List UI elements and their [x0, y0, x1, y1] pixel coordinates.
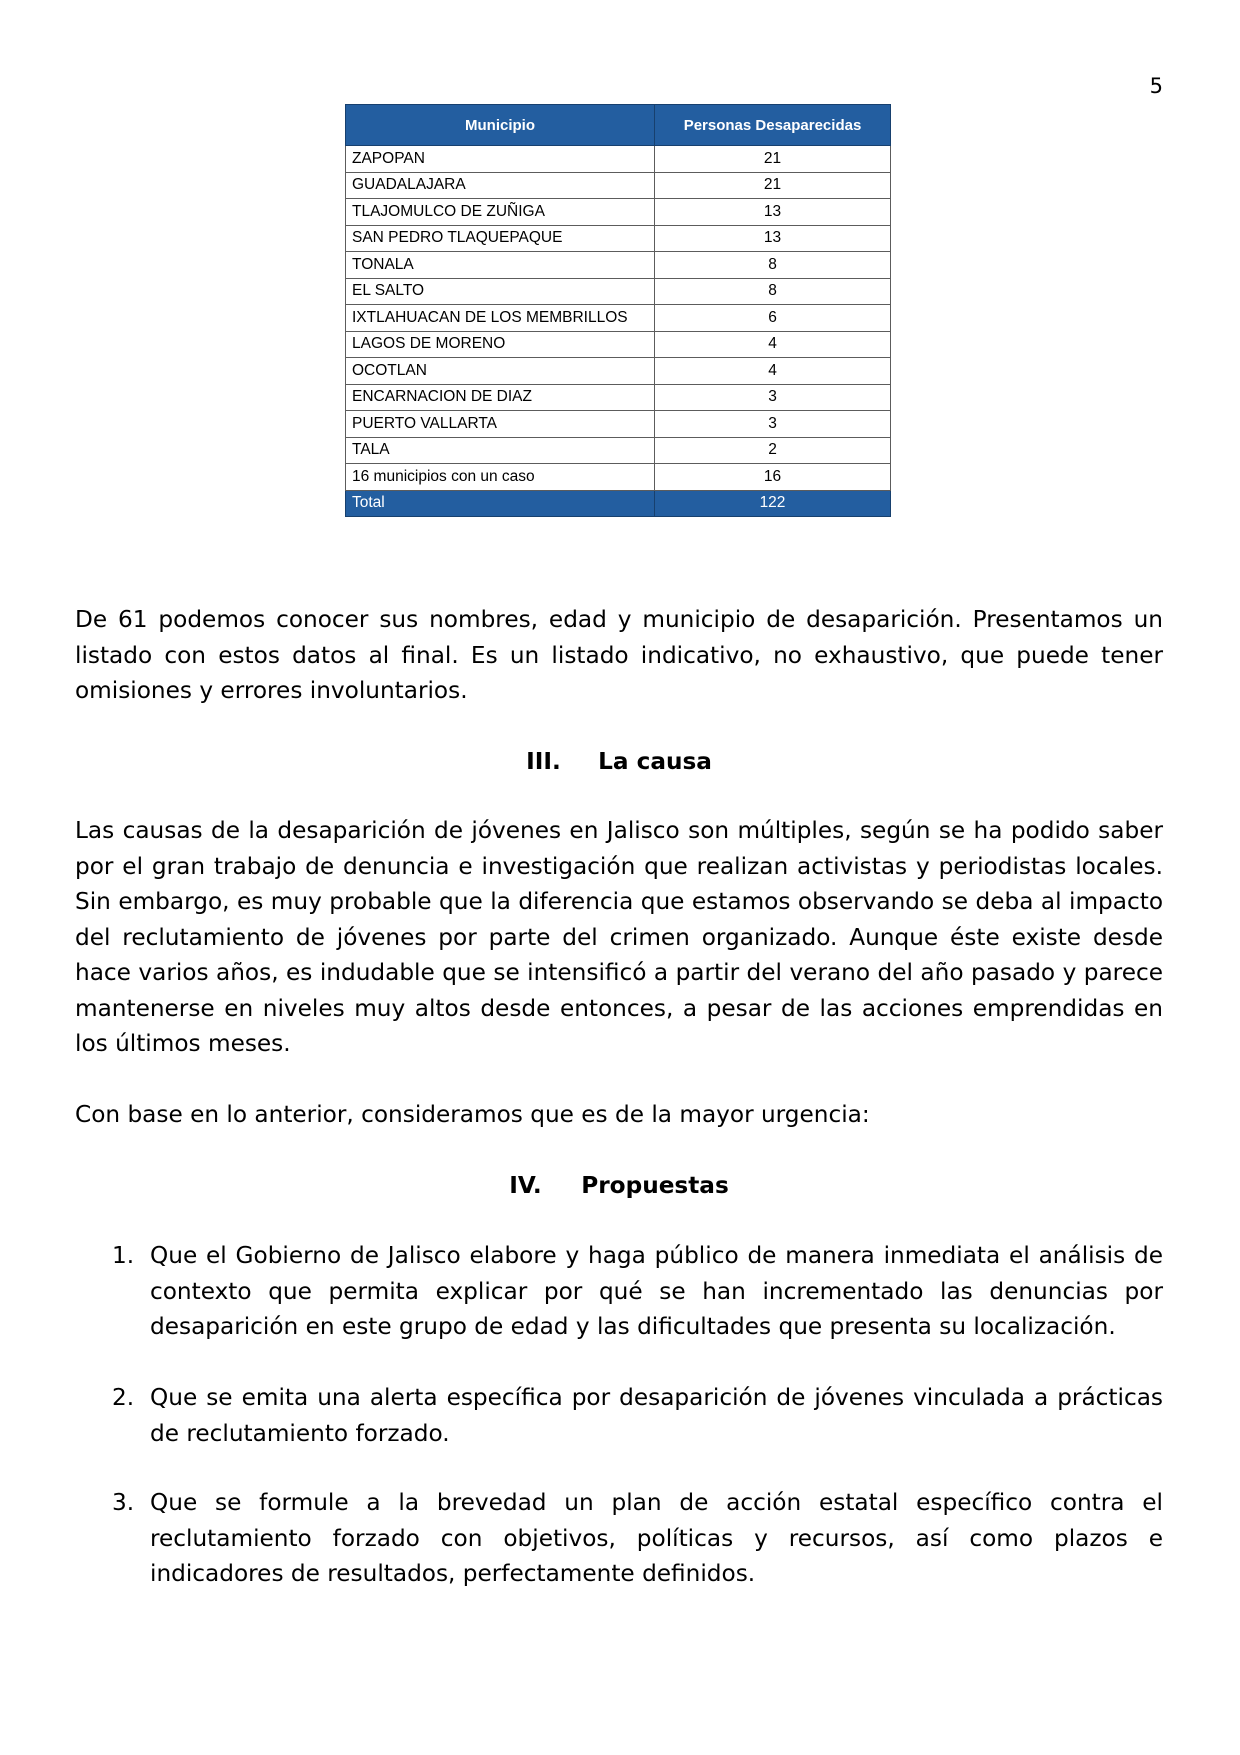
proposal-text: Que se formule a la brevedad un plan de acción estatal específico contra el reclutamiento forzado con objetivos, políticas y recursos, así como plazos e indicadores de resultados, perfectamente definidos.	[150, 1489, 1163, 1587]
table-row	[346, 358, 891, 385]
cell-personas: 21	[655, 172, 891, 199]
table-row	[346, 384, 891, 411]
cell-municipio: IXTLAHUACAN DE LOS MEMBRILLOS	[346, 305, 655, 332]
table-header-row	[346, 105, 891, 146]
page-number: 5	[1149, 74, 1163, 98]
table-row	[346, 225, 891, 252]
cell-municipio: GUADALAJARA	[346, 172, 655, 199]
table-row	[346, 437, 891, 464]
section-number: IV.	[509, 1172, 542, 1199]
column-header-personas: Personas Desaparecidas	[655, 105, 891, 146]
cell-personas: 8	[655, 252, 891, 279]
section-heading-propuestas	[75, 1168, 1163, 1203]
cell-municipio: SAN PEDRO TLAQUEPAQUE	[346, 225, 655, 252]
cell-municipio: PUERTO VALLARTA	[346, 411, 655, 438]
proposal-text: Que el Gobierno de Jalisco elabore y haga público de manera inmediata el análisis de contexto que permita explicar por qué se han incrementado las denuncias por desaparición en este grupo de edad y las dificultades que presenta su localización.	[150, 1242, 1163, 1340]
table-row	[346, 252, 891, 279]
cell-municipio: ENCARNACION DE DIAZ	[346, 384, 655, 411]
cell-personas: 6	[655, 305, 891, 332]
table-row	[346, 331, 891, 358]
column-header-municipio: Municipio	[346, 105, 655, 146]
table-row	[346, 172, 891, 199]
total-value: 122	[655, 490, 891, 517]
section-number: III.	[526, 748, 561, 775]
cell-personas: 13	[655, 199, 891, 226]
cell-municipio: OCOTLAN	[346, 358, 655, 385]
table-row	[346, 464, 891, 491]
cell-personas: 3	[655, 384, 891, 411]
cell-personas: 21	[655, 146, 891, 173]
section-title: La causa	[598, 748, 712, 775]
proposal-number: 3.	[112, 1489, 135, 1516]
section-title: Propuestas	[581, 1172, 729, 1199]
cell-personas: 4	[655, 358, 891, 385]
proposal-number: 2.	[112, 1384, 135, 1411]
cell-personas: 16	[655, 464, 891, 491]
proposal-text: Que se emita una alerta específica por desaparición de jóvenes vinculada a prácticas de reclutamiento forzado.	[150, 1384, 1163, 1447]
cell-municipio: LAGOS DE MORENO	[346, 331, 655, 358]
table-row	[346, 278, 891, 305]
table-total-row	[346, 490, 891, 517]
section-heading-la-causa	[75, 744, 1163, 779]
total-label: Total	[346, 490, 655, 517]
table-row	[346, 305, 891, 332]
paragraph-urgencia: Con base en lo anterior, consideramos que es de la mayor urgencia:	[75, 1101, 870, 1128]
proposal-number: 1.	[112, 1242, 135, 1269]
cell-personas: 4	[655, 331, 891, 358]
paragraph-causas: Las causas de la desaparición de jóvenes en Jalisco son múltiples, según se ha podido saber por el gran trabajo de denuncia e investigación que realizan activistas y periodistas locales. Sin embargo, es muy probable que la diferencia que estamos observando se deba al impacto del reclutamiento de jóvenes por parte del crimen organizado. Aunque éste existe desde hace varios años, es indudable que se intensificó a partir del verano del año pasado y parece mantenerse en niveles muy altos desde entonces, a pesar de las acciones emprendidas en los últimos meses.	[75, 817, 1163, 1057]
municipality-table	[345, 104, 891, 517]
paragraph-listado: De 61 podemos conocer sus nombres, edad y municipio de desaparición. Presentamos un listado con estos datos al final. Es un listado indicativo, no exhaustivo, que puede tener omisiones y errores involuntarios.	[75, 606, 1163, 704]
cell-municipio: EL SALTO	[346, 278, 655, 305]
cell-municipio: TLAJOMULCO DE ZUÑIGA	[346, 199, 655, 226]
cell-personas: 2	[655, 437, 891, 464]
table-row	[346, 411, 891, 438]
cell-municipio: TALA	[346, 437, 655, 464]
cell-personas: 13	[655, 225, 891, 252]
table-row	[346, 146, 891, 173]
cell-municipio: 16 municipios con un caso	[346, 464, 655, 491]
table-row	[346, 199, 891, 226]
cell-municipio: ZAPOPAN	[346, 146, 655, 173]
cell-municipio: TONALA	[346, 252, 655, 279]
cell-personas: 8	[655, 278, 891, 305]
cell-personas: 3	[655, 411, 891, 438]
